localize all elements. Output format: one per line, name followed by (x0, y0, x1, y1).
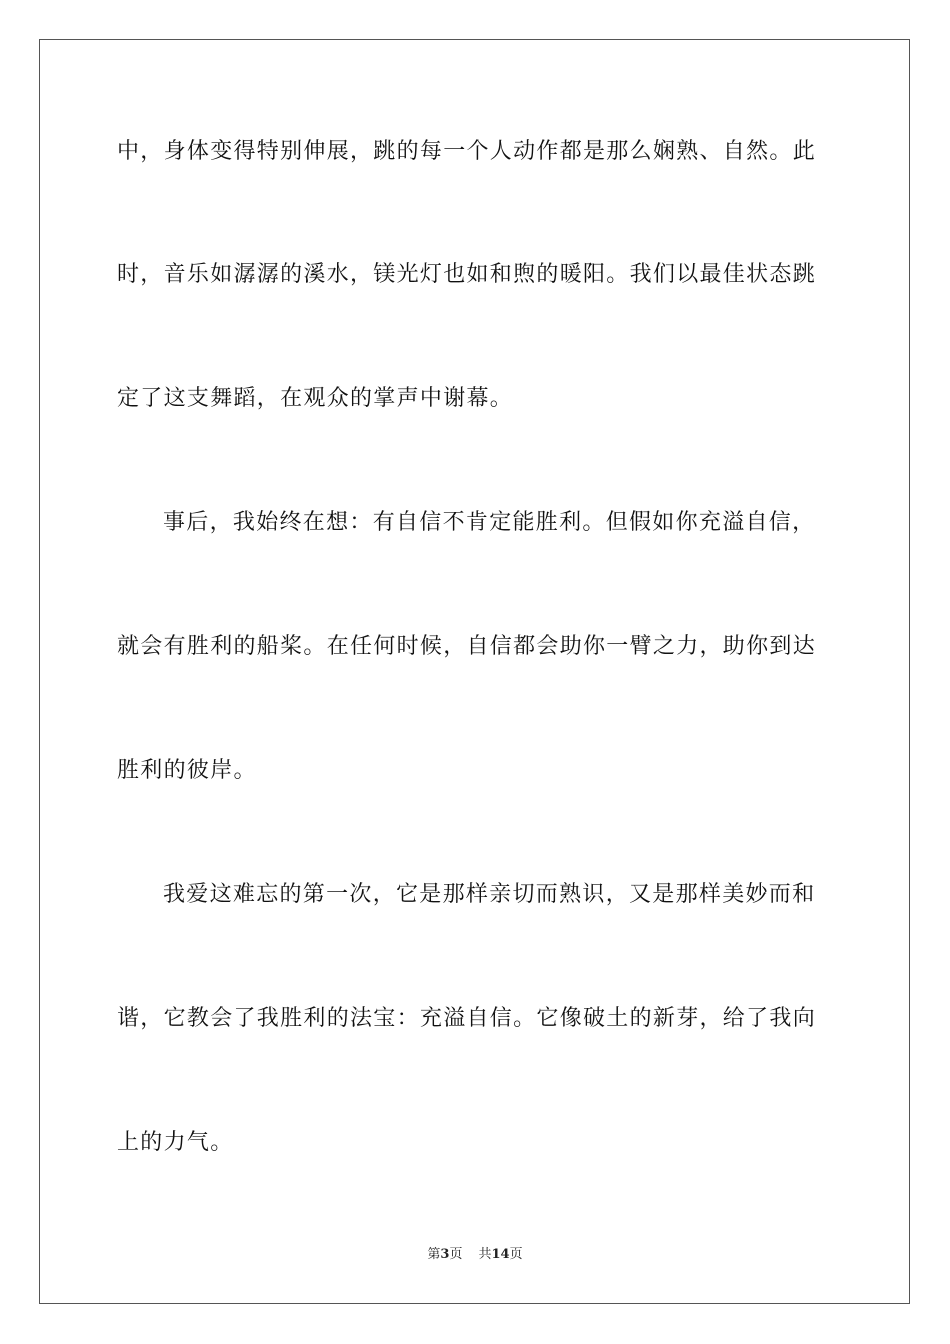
page-footer (0, 1246, 950, 1264)
body-line-2: 时，音乐如潺潺的溪水，镁光灯也如和煦的暖阳。我们以最佳状态跳 (117, 262, 817, 287)
footer-total-suffix: 页 (509, 1247, 523, 1262)
body-line-4: 事后，我始终在想：有自信不肯定能胜利。但假如你充溢自信， (163, 510, 816, 535)
footer-page-prefix: 第 (427, 1247, 441, 1262)
footer-page-total: 14 (491, 1247, 510, 1262)
footer-page-suffix: 页 (449, 1247, 463, 1262)
footer-total-prefix: 共 (478, 1247, 492, 1262)
body-line-7: 我爱这难忘的第一次，它是那样亲切而熟识，又是那样美妙而和 (163, 882, 816, 907)
body-line-9: 上的力气。 (117, 1130, 234, 1155)
page-frame (39, 39, 910, 1304)
body-line-8: 谐，它教会了我胜利的法宝：充溢自信。它像破土的新芽，给了我向 (117, 1006, 817, 1031)
footer-page-current: 3 (440, 1247, 450, 1262)
body-line-6: 胜利的彼岸。 (117, 758, 257, 783)
body-line-5: 就会有胜利的船桨。在任何时候，自信都会助你一臂之力，助你到达 (117, 634, 817, 659)
body-line-3: 定了这支舞蹈，在观众的掌声中谢幕。 (117, 386, 514, 411)
body-line-1: 中，身体变得特别伸展，跳的每一个人动作都是那么娴熟、自然。此 (117, 139, 817, 164)
